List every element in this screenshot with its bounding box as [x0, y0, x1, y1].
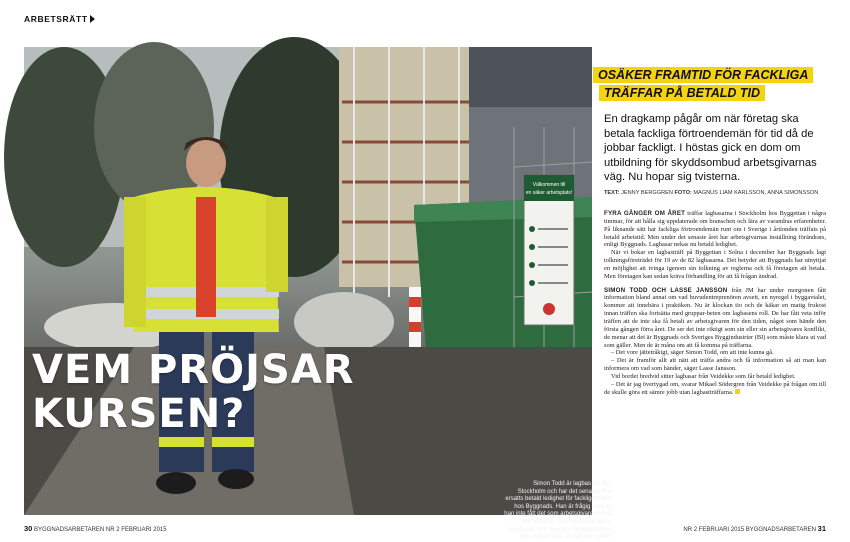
page-number-left: 30: [24, 524, 33, 533]
photo-scene: [24, 47, 592, 515]
body-paragraph: – Det vore jättetråkigt, säger Simon Todd, om att inte kunna gå.: [611, 349, 774, 357]
kicker-line-1: OSÄKER FRAMTID FÖR FACKLIGA: [593, 67, 813, 83]
byline-photo-label: FOTO:: [674, 190, 692, 196]
ingress: En dragkamp pågår om när företag ska betala fackliga förtroendemän för tid då de jobbar fackligt. I höstas gick en dom om utbildning för skyddsombud arbetsgivarnas väg. Nu hopar sig tvisterna.: [604, 113, 817, 184]
byline-text-label: TEXT:: [604, 190, 620, 196]
end-mark-icon: [735, 389, 740, 394]
kicker-line-2: TRÄFFAR PÅ BETALD TID: [599, 85, 765, 101]
tree: [94, 42, 214, 212]
footer-left-text: BYGGNADSARBETAREN NR 2 FEBRUARI 2015: [34, 527, 167, 533]
body-text-3: från JM har under morgonen fått information bland annat om vad huvudentreprenören avsett, en nyregel i byggavtalet, kommer att innebära i praktiken. Nu är klockan tio och de käkar en matig frukost innan träffen ska fortsätta med gruppar-beten om lagbasens roll. De har fått veta inför träffen att de inte ska få betalt av arbetsgivaren för den tiden, något som hände den första gången förra året. De ser det inte riktigt som sin eller sin arbetsgivares konflikt, de menar att det är Byggnads och Sveriges Byggindustrier (BI) som måste klara ut vad som gäller. Men de är måna om att få komma på träffarna.: [604, 286, 826, 349]
footer-right: [683, 524, 826, 533]
body-paragraph: – Det är framför allt att nätt att träffa andra och få information så att man kan informera om vad som händer, säger Lasse Jansson.: [604, 357, 826, 373]
body-lead-2: SIMON TODD OCH LASSE JANSSON: [604, 286, 728, 294]
headline-line-2: KURSEN?: [32, 391, 246, 437]
byline: [604, 189, 826, 197]
sign-title-2: en säker arbetsplats!: [525, 190, 573, 196]
byline-photo-name: MAGNUS LIAM KARLSSON, ANNA SIMONSSON: [693, 190, 819, 196]
body-paragraph: [604, 381, 826, 397]
footer-left: [24, 524, 167, 533]
worker-head: [186, 139, 226, 187]
section-tag: [24, 14, 95, 24]
kicker: [593, 66, 820, 102]
article-headline: [32, 348, 355, 436]
tarp: [294, 292, 394, 352]
section-tag-arrow-icon: [90, 15, 95, 23]
building-upper: [469, 47, 592, 107]
body-lead-1: FYRA GÅNGER OM ÅRET: [604, 210, 686, 217]
safety-sign: [524, 175, 574, 325]
body-paragraph: Vid bordet bredvid sitter lagbasar från Veidekke som får betald ledighet.: [611, 372, 796, 380]
footer-right-text: NR 2 FEBRUARI 2015 BYGGNADSARBETAREN: [683, 527, 816, 533]
photo-caption: Simon Todd är lagbas på JM i Stockholm och har det senaste året ersatts betald ledighet för fackliga träffar hos Byggnads. Han är frågig med att han inte fått det som arbetsgivare ordnat har beslutat. Han menar att det är Byggnads och Sveriges Byggindustrier som måste reda ut vad som gäller.: [504, 481, 612, 541]
headline-line-1: VEM PRÖJSAR: [32, 347, 355, 393]
byline-text-name: JENNY BERGGREN: [621, 190, 673, 196]
body-paragraph: [604, 210, 826, 249]
body-paragraph: När vi bokar en lagbasträff på Byggettan i Solna i december har Byggnads lagt tolkningsföreträdet för 19 av de 82 lagbasarna. Det betyder att Byggnads har utnyttjat en möjlighet att tvinga igenom sin tolkning av reglerna och få företagen att betala. Men företagen kan sedan kräva förhandling för att få frågan ändrad.: [604, 249, 826, 280]
body-paragraph: [604, 287, 826, 350]
article-body: [604, 210, 826, 396]
sign-title-1: Välkommen till: [532, 182, 566, 188]
body-text-7: – Det är jag övertygad om, svarar Mikael Södergren från Veidekke på frågan om till de skulle göra ett sämre jobb utan lagbastträffarna.: [604, 380, 826, 396]
page-number-right: 31: [817, 524, 826, 533]
body-text-1: träffar lagbasarna i Stockholm hos Byggettan i några timmar, för att hålla sig uppdaterade om branschen och lära av varandras erfarenheter. På liknande sätt har fackliga förtroendemän runt om i Sverige i årtionden träffats på betald arbetstid. Men under det senaste året har arbetsgivarnas inställning förändrats, enligt Byggnads. Lagbasar nekas nu betald ledighet.: [604, 210, 826, 249]
section-tag-label: ARBETSRÄTT: [24, 14, 88, 24]
